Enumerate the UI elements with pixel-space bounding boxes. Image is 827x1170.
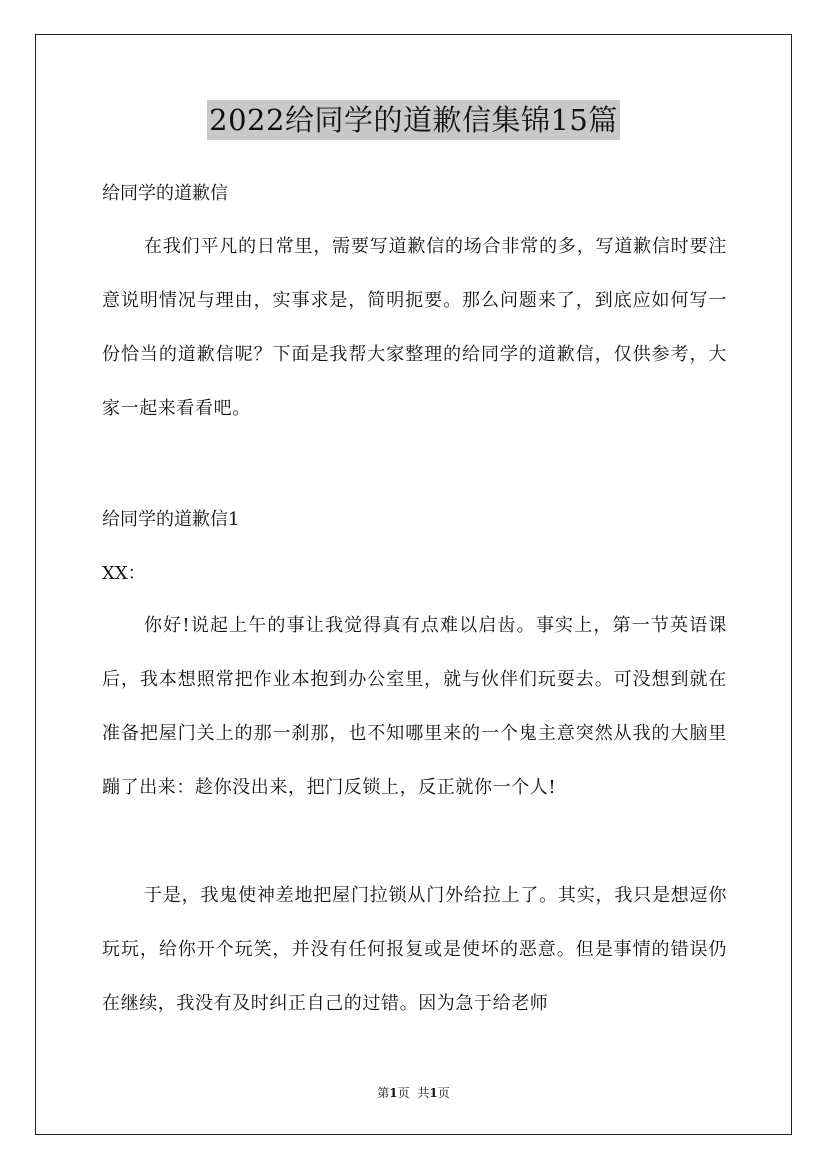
section-heading: 给同学的道歉信 — [102, 183, 228, 204]
title-container — [0, 100, 827, 140]
footer-page-number: 1 — [389, 1086, 398, 1100]
footer-page-unit: 页 — [397, 1086, 410, 1100]
page-footer — [0, 1084, 827, 1101]
letter-1-heading: 给同学的道歉信1 — [102, 509, 240, 530]
footer-total-unit: 页 — [437, 1086, 450, 1100]
footer-prefix: 第 — [377, 1086, 390, 1100]
footer-total-prefix: 共 — [417, 1086, 430, 1100]
letter-paragraph-1: 你好!说起上午的事让我觉得真有点难以启齿。事实上，第一节英语课后，我本想照常把作业本抱到办公室里，就与伙伴们玩耍去。可没想到就在准备把屋门关上的那一刹那，也不知哪里来的一个鬼主意突然从我的大脑里蹦了出来：趁你没出来，把门反锁上，反正就你一个人! — [102, 615, 727, 798]
intro-paragraph: 在我们平凡的日常里，需要写道歉信的场合非常的多，写道歉信时要注意说明情况与理由，实事求是，简明扼要。那么问题来了，到底应如何写一份恰当的道歉信呢？下面是我帮大家整理的给同学的道歉信，仅供参考，大家一起来看看吧。 — [102, 236, 727, 419]
footer-total-pages: 1 — [429, 1086, 438, 1100]
salutation: XX： — [102, 563, 146, 584]
document-title: 2022给同学的道歉信集锦15篇 — [207, 100, 620, 140]
letter-paragraph-2: 于是，我鬼使神差地把屋门拉锁从门外给拉上了。其实，我只是想逗你玩玩，给你开个玩笑，并没有任何报复或是使坏的恶意。但是事情的错误仍在继续，我没有及时纠正自己的过错。因为急于给老师 — [102, 885, 727, 1014]
